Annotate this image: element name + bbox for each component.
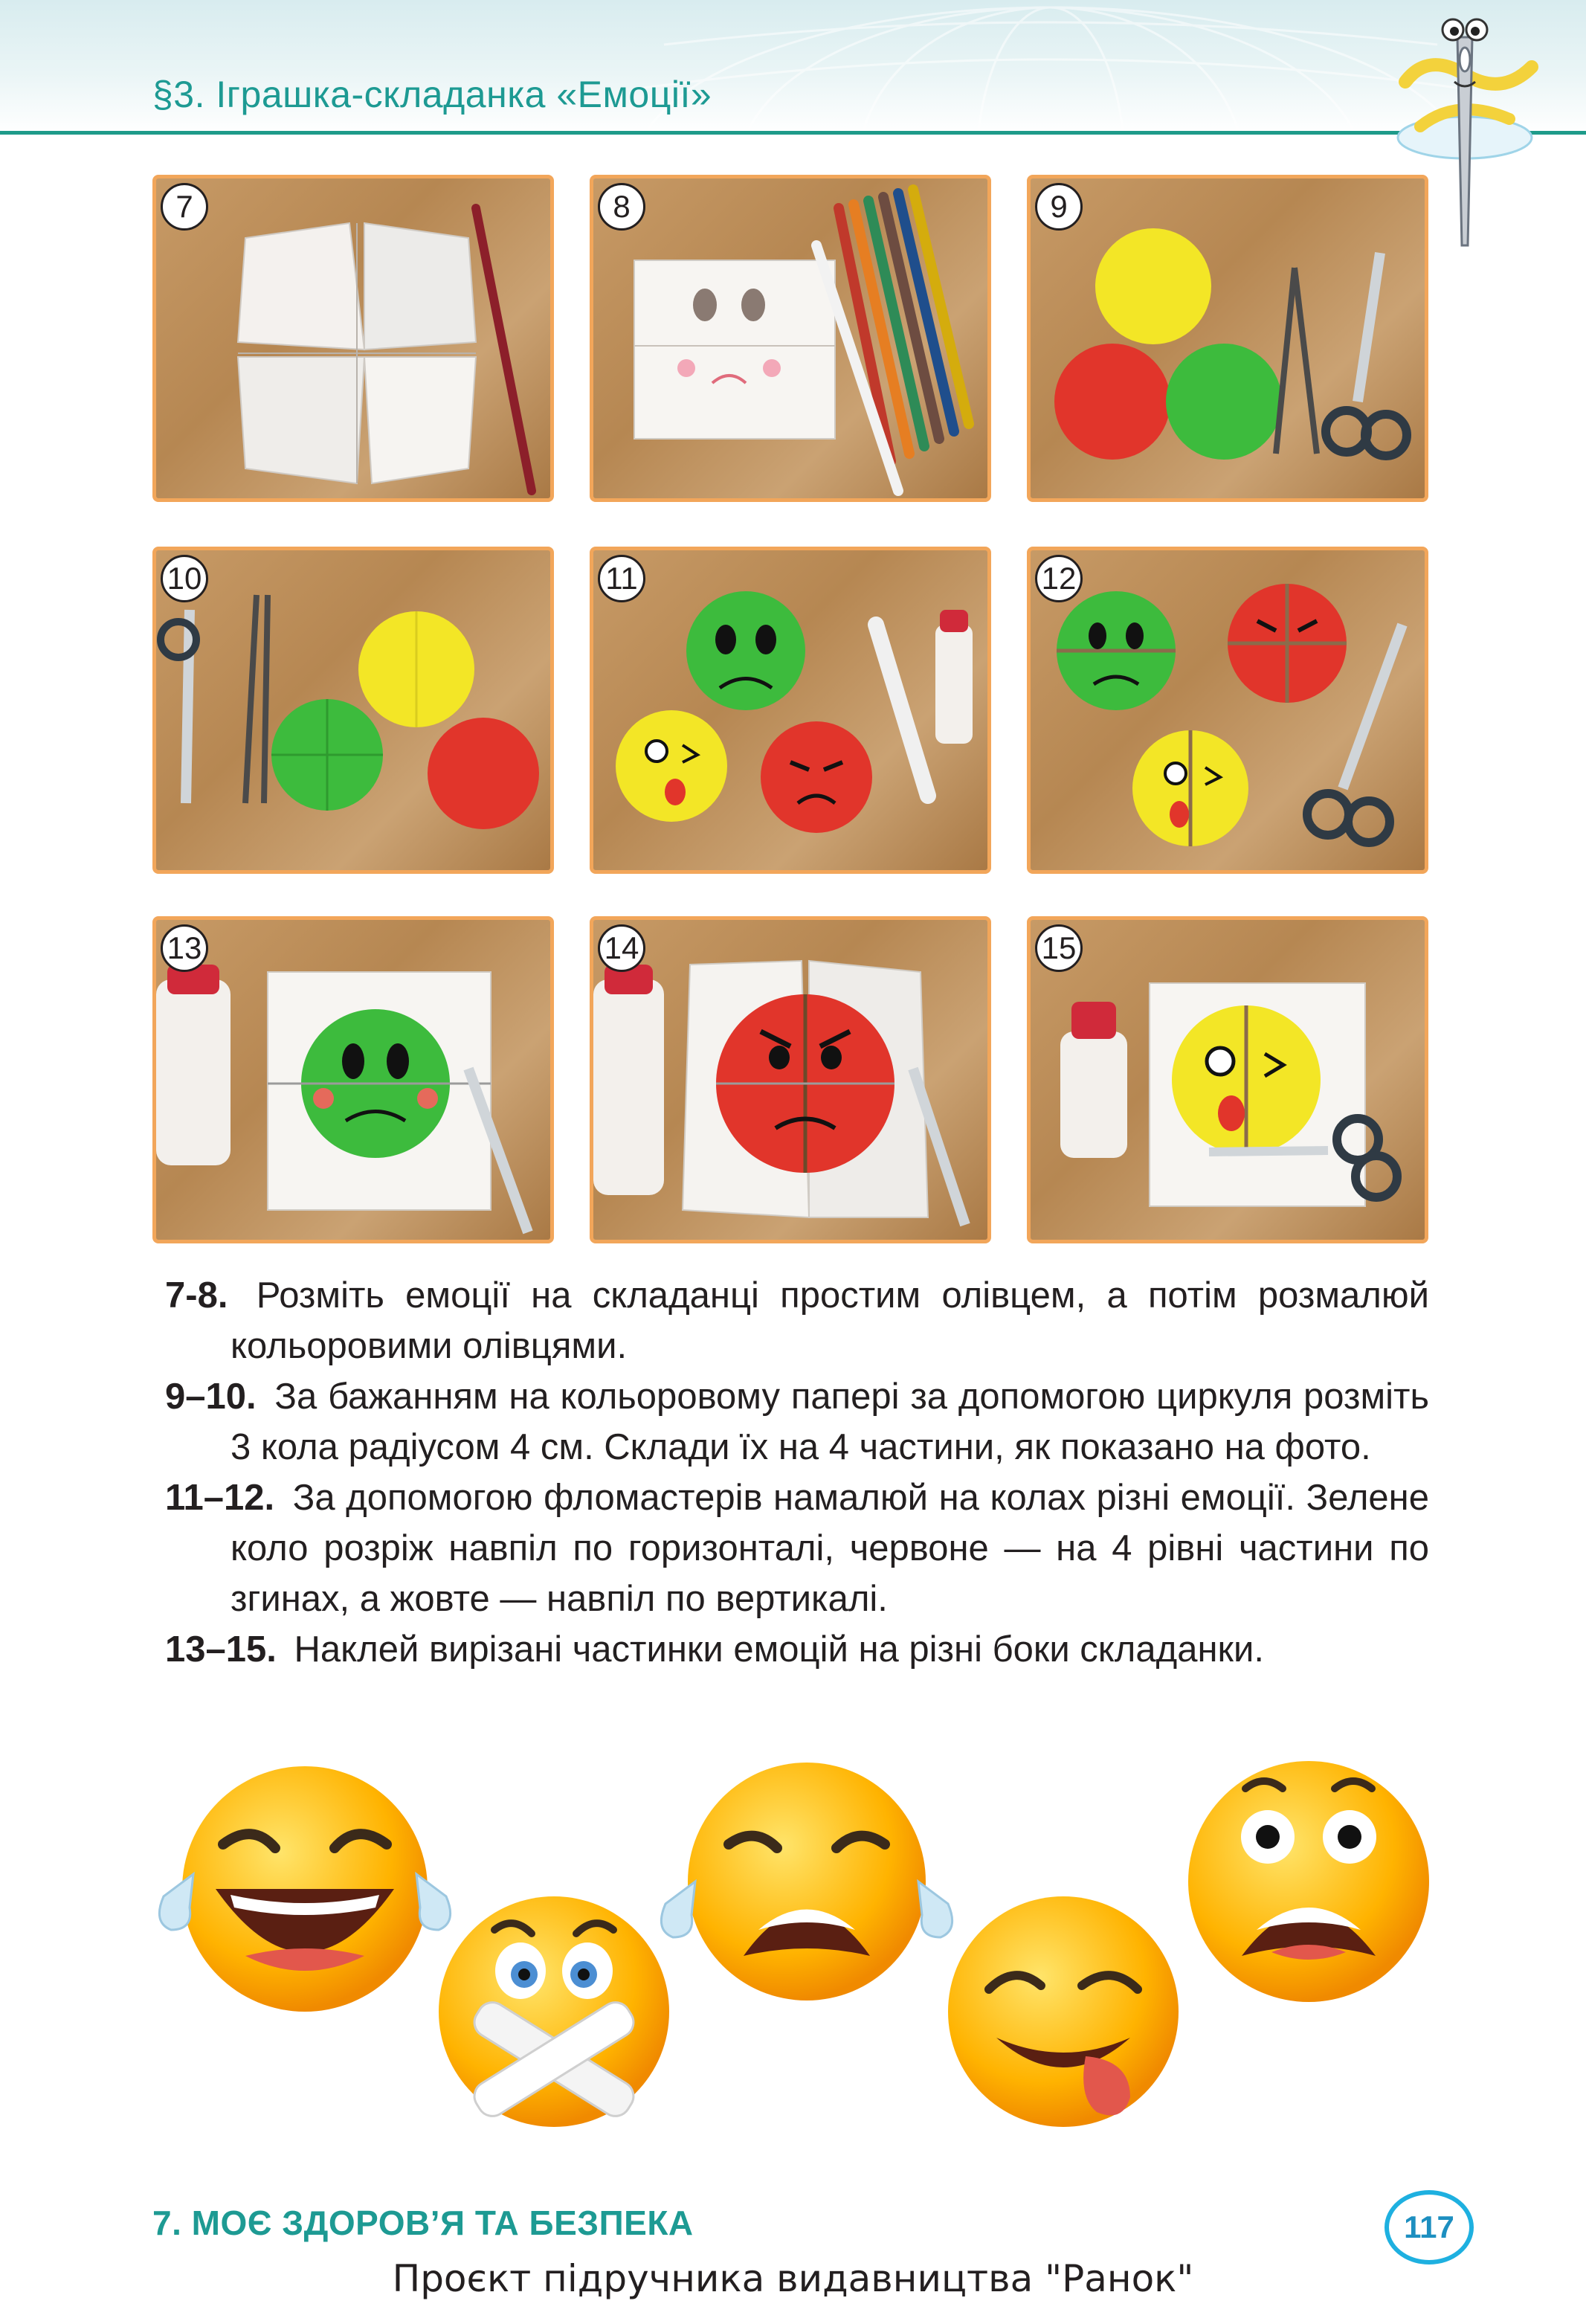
step-number-badge: 12 bbox=[1035, 555, 1083, 602]
section-title: §3. Іграшка-складанка «Емоції» bbox=[152, 74, 712, 115]
page-header bbox=[0, 0, 1586, 134]
step-number-badge: 15 bbox=[1035, 924, 1083, 972]
step-number-badge: 11 bbox=[598, 555, 645, 602]
cut-emotions-photo bbox=[1031, 550, 1425, 870]
step-number-badge: 14 bbox=[598, 924, 645, 972]
drawn-emotions-photo bbox=[593, 550, 987, 870]
step-photo-12 bbox=[1027, 547, 1428, 874]
instruction-item bbox=[165, 1624, 1429, 1675]
step-photo-11 bbox=[590, 547, 991, 874]
instruction-number: 9–10. bbox=[165, 1377, 257, 1417]
instruction-item bbox=[165, 1270, 1429, 1371]
instruction-number: 7-8. bbox=[165, 1275, 228, 1316]
instruction-text: Розміть емоції на складанці простим олівцем, а потім розмалюй кольоровими олівцями. bbox=[231, 1275, 1429, 1366]
step-photo-8 bbox=[590, 175, 991, 502]
laughing-tears-emoji-icon bbox=[149, 1763, 461, 2015]
step-photo-9 bbox=[1027, 175, 1428, 502]
shocked-emoji-icon bbox=[1182, 1755, 1435, 2008]
instruction-number: 13–15. bbox=[165, 1629, 277, 1670]
glued-yellow-face-photo bbox=[1031, 920, 1425, 1240]
instruction-item bbox=[165, 1371, 1429, 1472]
paper-circles-photo bbox=[1031, 178, 1425, 498]
paper-fortune-teller-photo bbox=[156, 178, 550, 498]
step-number-badge: 8 bbox=[598, 183, 645, 231]
glued-red-face-photo bbox=[593, 920, 987, 1240]
glued-green-face-photo bbox=[156, 920, 550, 1240]
globe-decoration bbox=[605, 0, 1497, 134]
chapter-title: 7. МОЄ ЗДОРОВ’Я ТА БЕЗПЕКА bbox=[152, 2204, 694, 2242]
folded-circles-photo bbox=[156, 550, 550, 870]
step-photo-14 bbox=[590, 916, 991, 1243]
instruction-text: Наклей вирізані частинки емоцій на різні боки складанки. bbox=[294, 1629, 1264, 1670]
header-rule bbox=[0, 131, 1586, 135]
step-number-badge: 10 bbox=[161, 555, 208, 602]
page-number-badge: 117 bbox=[1384, 2190, 1474, 2265]
silenced-emoji-icon bbox=[435, 1885, 673, 2131]
step-photo-13 bbox=[152, 916, 554, 1243]
step-number-badge: 9 bbox=[1035, 183, 1083, 231]
publisher-credit: Проєкт підручника видавництва "Ранок" bbox=[392, 2257, 1194, 2300]
step-photo-15 bbox=[1027, 916, 1428, 1243]
step-number-badge: 13 bbox=[161, 924, 208, 972]
step-number-badge: 7 bbox=[161, 183, 208, 231]
instruction-item bbox=[165, 1472, 1429, 1624]
step-photo-10 bbox=[152, 547, 554, 874]
instruction-text: За бажанням на кольоровому папері за допомогою циркуля розміть 3 кола радіусом 4 см. Склади їх на 4 частини, як показано на фото. bbox=[231, 1377, 1429, 1467]
crying-emoji-icon bbox=[654, 1755, 959, 2008]
step-photo-7 bbox=[152, 175, 554, 502]
tongue-out-emoji-icon bbox=[944, 1889, 1182, 2134]
instruction-text: За допомогою фломастерів намалюй на колах різні емоції. Зелене коло розріж навпіл по горизонталі, червоне — на 4 рівні частини по згинах, а жовте — навпіл по вертикалі. bbox=[231, 1478, 1429, 1619]
instructions-list bbox=[165, 1270, 1429, 1675]
instruction-number: 11–12. bbox=[165, 1478, 275, 1518]
drawn-face-and-pencils-photo bbox=[593, 178, 987, 498]
